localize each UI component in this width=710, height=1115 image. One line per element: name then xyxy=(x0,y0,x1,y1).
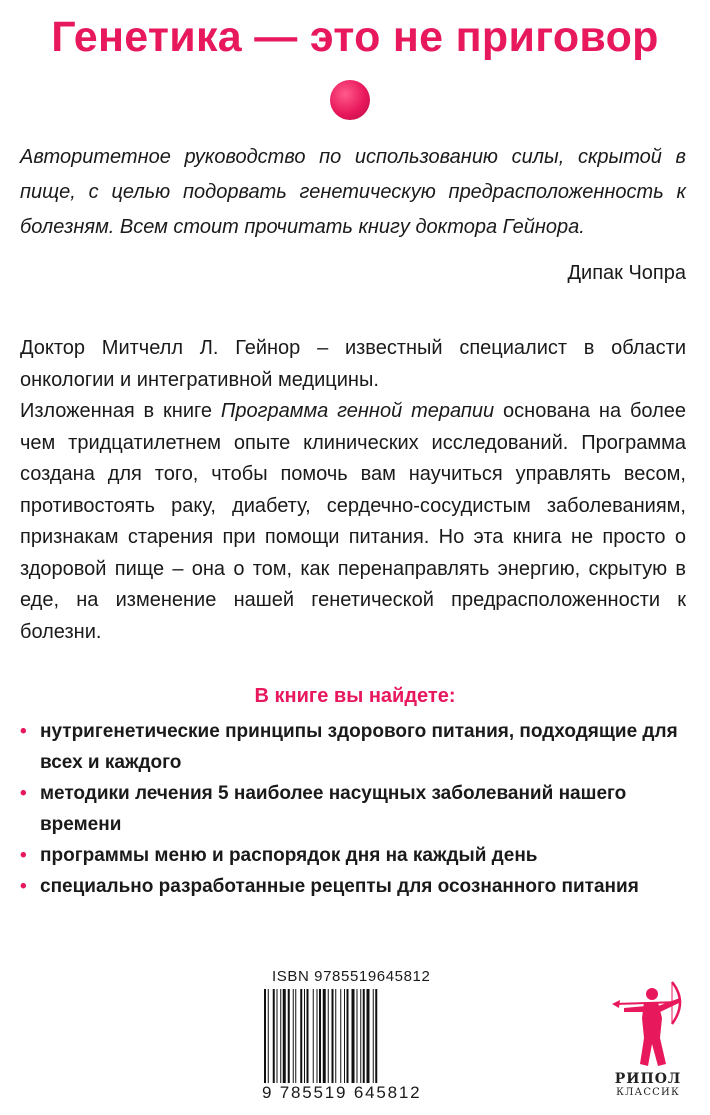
barcode-bar xyxy=(288,989,290,1083)
barcode-bar xyxy=(313,989,314,1083)
barcode-bar xyxy=(328,989,329,1083)
features-list xyxy=(20,716,690,902)
barcode-bar xyxy=(293,989,294,1083)
barcode-bar xyxy=(300,989,302,1083)
bullet-icon: • xyxy=(20,845,27,866)
list-item xyxy=(20,716,690,778)
barcode-bar xyxy=(319,989,321,1083)
barcode-bar xyxy=(367,989,370,1083)
feature-text: методики лечения 5 наиболее насущных заболеваний нашего времени xyxy=(40,783,627,835)
barcode-bar xyxy=(323,989,326,1083)
publisher-subtitle: КЛАССИК xyxy=(616,1087,680,1098)
barcode-bar xyxy=(280,989,281,1083)
isbn-label: ISBN 9785519645812 xyxy=(272,968,431,985)
feature-text: нутригенетические принципы здорового питания, подходящие для всех и каждого xyxy=(40,721,678,773)
barcode-bar xyxy=(344,989,345,1083)
barcode-bar xyxy=(360,989,361,1083)
barcode-bar xyxy=(283,989,286,1083)
bio-part2: основана на более чем тридцатилетнем опыте клинических исследований. Программа создана для того, чтобы помочь вам научиться управлять весом, противостоять раку, диабету, сердечно-сосудистым заболеваниям, признакам старения при помощи питания. Но эта книга не просто о здоровой пище – она о том, как перенаправлять энергию, скрытую в еде, на изменение нашей генетической предрасположенности к болезни. xyxy=(20,400,686,643)
quote-author: Дипак Чопра xyxy=(567,262,686,284)
barcode-bar xyxy=(373,989,374,1083)
barcode-bar xyxy=(268,989,269,1083)
features-heading: В книге вы найдете: xyxy=(254,685,456,707)
bio-intro: Доктор Митчелл Л. Гейнор – известный специалист в области онкологии и интегративной медицины. xyxy=(20,337,686,391)
barcode-bar xyxy=(340,989,341,1083)
barcode-bar xyxy=(273,989,275,1083)
barcode-bar xyxy=(317,989,318,1083)
publisher-name: РИПОЛ xyxy=(614,1071,682,1087)
barcode-bar xyxy=(357,989,358,1083)
bullet-icon: • xyxy=(20,721,27,742)
list-item xyxy=(20,840,690,871)
barcode-bar xyxy=(295,989,296,1083)
barcode-bar xyxy=(307,989,309,1083)
endorsement-quote: Авторитетное руководство по использованию силы, скрытой в пище, с целью подорвать генетическую предрасположенность к болезням. Всем стоит прочитать книгу доктора Гейнора. xyxy=(20,146,686,238)
bullet-icon: • xyxy=(20,783,27,804)
barcode-bar xyxy=(332,989,334,1083)
barcode-bar xyxy=(375,989,377,1083)
barcode-bar xyxy=(352,989,355,1083)
barcode-bar xyxy=(363,989,365,1083)
barcode-bar xyxy=(347,989,349,1083)
bio-part1: Изложенная в книге xyxy=(20,400,221,422)
barcode-bar xyxy=(264,989,266,1083)
barcode-bar xyxy=(304,989,305,1083)
feature-text: специально разработанные рецепты для осознанного питания xyxy=(40,876,639,897)
book-description xyxy=(20,333,686,648)
barcode-bar xyxy=(277,989,278,1083)
list-item xyxy=(20,778,690,840)
publisher-logo xyxy=(606,1072,690,1100)
isbn-digits: 9 785519 645812 xyxy=(262,1083,430,1103)
barcode xyxy=(262,989,430,1097)
program-title: Программа генной терапии xyxy=(220,400,495,422)
decorative-dot xyxy=(330,80,370,120)
barcode-bar xyxy=(335,989,336,1083)
book-title: Генетика — это не приговор xyxy=(51,13,659,61)
feature-text: программы меню и распорядок дня на каждый день xyxy=(40,845,538,866)
list-item xyxy=(20,871,690,902)
bullet-icon: • xyxy=(20,876,27,897)
